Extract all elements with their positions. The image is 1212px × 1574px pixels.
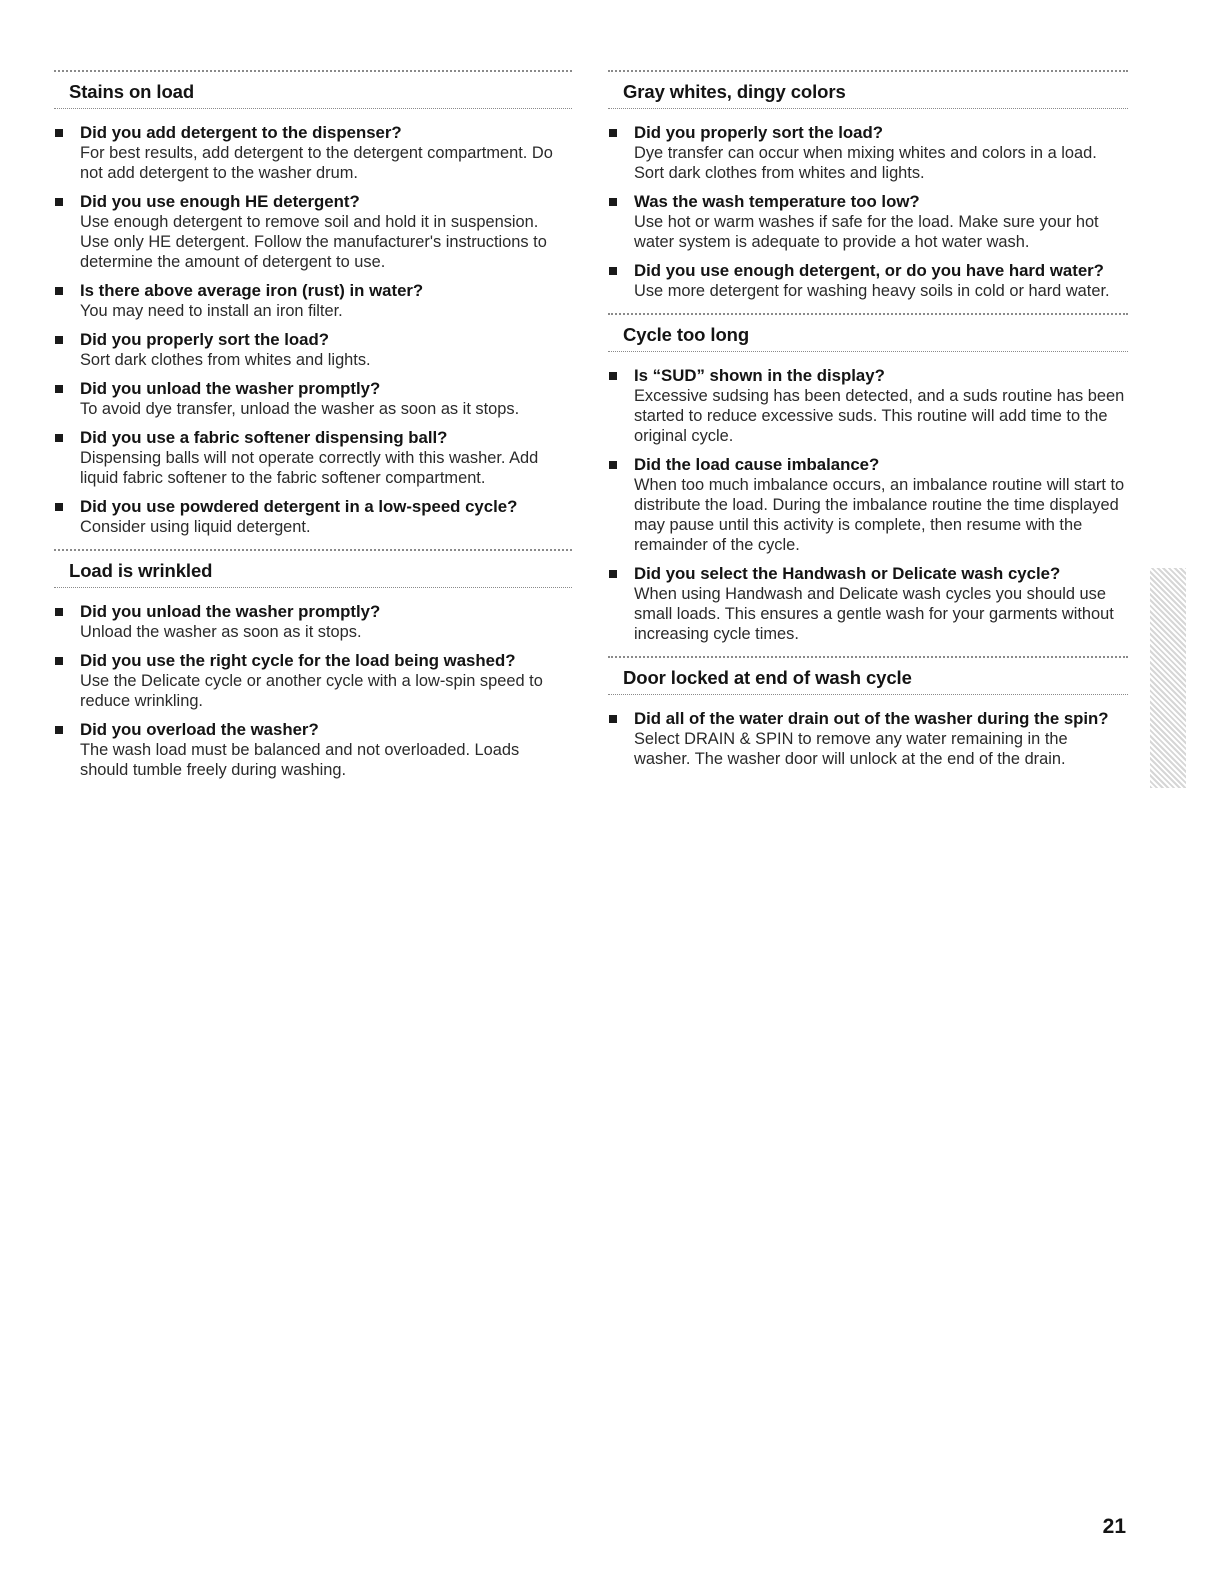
answer: Sort dark clothes from whites and lights. <box>80 351 371 369</box>
question: Is there above average iron (rust) in water? <box>80 281 424 300</box>
question: Did you properly sort the load? <box>80 330 329 349</box>
divider <box>608 656 1128 658</box>
question: Did you overload the washer? <box>80 720 319 739</box>
answer: Dispensing balls will not operate correctly with this washer. Add liquid fabric softener to the fabric softener compartment. <box>80 449 539 487</box>
question: Did you use enough detergent, or do you have hard water? <box>634 261 1104 280</box>
section-load-is-wrinkled <box>54 549 572 780</box>
list-item <box>608 192 1128 252</box>
divider <box>54 549 572 551</box>
list-item <box>54 720 572 780</box>
list-item <box>54 651 572 711</box>
answer: Consider using liquid detergent. <box>80 518 311 536</box>
square-bullet-icon <box>609 129 617 137</box>
question: Did you unload the washer promptly? <box>80 602 381 621</box>
question-list <box>608 709 1128 769</box>
square-bullet-icon <box>55 434 63 442</box>
question: Did you use enough HE detergent? <box>80 192 360 211</box>
question: Did you properly sort the load? <box>634 123 883 142</box>
answer: To avoid dye transfer, unload the washer as soon as it stops. <box>80 400 520 418</box>
question: Did you use the right cycle for the load being washed? <box>80 651 516 670</box>
question-list <box>54 602 572 780</box>
square-bullet-icon <box>55 129 63 137</box>
question: Is “SUD” shown in the display? <box>634 366 885 385</box>
divider <box>608 108 1128 109</box>
answer: Use hot or warm washes if safe for the load. Make sure your hot water system is adequate to provide a hot water wash. <box>634 213 1099 251</box>
question: Did you use a fabric softener dispensing ball? <box>80 428 448 447</box>
question-list <box>54 123 572 537</box>
answer: When too much imbalance occurs, an imbalance routine will start to distribute the load. During the imbalance routine the time displayed may pause until this activity is complete, then resume with the remainder of the cycle. <box>634 476 1125 554</box>
square-bullet-icon <box>55 385 63 393</box>
divider <box>54 70 572 72</box>
divider <box>54 108 572 109</box>
question-list <box>608 366 1128 644</box>
question-list <box>608 123 1128 301</box>
answer: Use enough detergent to remove soil and hold it in suspension. Use only HE detergent. Follow the manufacturer's instructions to determine the amount of detergent to use. <box>80 213 547 271</box>
divider <box>608 351 1128 352</box>
square-bullet-icon <box>609 198 617 206</box>
list-item <box>54 379 572 419</box>
question: Was the wash temperature too low? <box>634 192 920 211</box>
divider <box>54 587 572 588</box>
answer: Select DRAIN & SPIN to remove any water remaining in the washer. The washer door will unlock at the end of the drain. <box>634 730 1068 768</box>
answer: When using Handwash and Delicate wash cycles you should use small loads. This ensures a gentle wash for your garments without increasing cycle times. <box>634 585 1114 643</box>
square-bullet-icon <box>609 461 617 469</box>
question: Did you use powdered detergent in a low-speed cycle? <box>80 497 518 516</box>
section-gray-whites <box>608 70 1128 301</box>
list-item <box>608 261 1128 301</box>
section-title: Load is wrinkled <box>69 560 213 581</box>
square-bullet-icon <box>609 267 617 275</box>
answer: Use the Delicate cycle or another cycle with a low-spin speed to reduce wrinkling. <box>80 672 543 710</box>
list-item <box>608 564 1128 644</box>
section-title: Cycle too long <box>623 324 750 345</box>
answer: You may need to install an iron filter. <box>80 302 343 320</box>
question: Did you unload the washer promptly? <box>80 379 381 398</box>
list-item <box>608 455 1128 555</box>
answer: Unload the washer as soon as it stops. <box>80 623 362 641</box>
left-column <box>54 70 572 792</box>
question: Did you add detergent to the dispenser? <box>80 123 402 142</box>
list-item <box>608 709 1128 769</box>
square-bullet-icon <box>55 657 63 665</box>
list-item <box>54 123 572 183</box>
list-item <box>54 192 572 272</box>
list-item <box>54 281 572 321</box>
section-title: Gray whites, dingy colors <box>623 81 846 102</box>
square-bullet-icon <box>55 336 63 344</box>
question: Did the load cause imbalance? <box>634 455 880 474</box>
right-column <box>608 70 1128 781</box>
square-bullet-icon <box>55 198 63 206</box>
section-title: Stains on load <box>69 81 195 102</box>
question: Did you select the Handwash or Delicate wash cycle? <box>634 564 1061 583</box>
answer: The wash load must be balanced and not overloaded. Loads should tumble freely during washing. <box>80 741 520 779</box>
answer: Dye transfer can occur when mixing whites and colors in a load. Sort dark clothes from whites and lights. <box>634 144 1097 182</box>
divider <box>608 70 1128 72</box>
answer: Use more detergent for washing heavy soils in cold or hard water. <box>634 282 1110 300</box>
answer: For best results, add detergent to the detergent compartment. Do not add detergent to the washer drum. <box>80 144 553 182</box>
square-bullet-icon <box>55 503 63 511</box>
square-bullet-icon <box>55 608 63 616</box>
section-door-locked <box>608 656 1128 769</box>
square-bullet-icon <box>55 287 63 295</box>
square-bullet-icon <box>609 715 617 723</box>
page-number: 21 <box>1102 1515 1126 1538</box>
section-cycle-too-long <box>608 313 1128 644</box>
divider <box>608 313 1128 315</box>
question: Did all of the water drain out of the washer during the spin? <box>634 709 1109 728</box>
section-title: Door locked at end of wash cycle <box>623 667 912 688</box>
list-item <box>608 123 1128 183</box>
language-tab <box>1150 568 1186 788</box>
square-bullet-icon <box>609 570 617 578</box>
list-item <box>54 428 572 488</box>
square-bullet-icon <box>55 726 63 734</box>
square-bullet-icon <box>609 372 617 380</box>
section-stains-on-load <box>54 70 572 537</box>
list-item <box>54 497 572 537</box>
divider <box>608 694 1128 695</box>
list-item <box>608 366 1128 446</box>
list-item <box>54 602 572 642</box>
answer: Excessive sudsing has been detected, and a suds routine has been started to reduce excessive suds. This routine will add time to the original cycle. <box>634 387 1125 445</box>
list-item <box>54 330 572 370</box>
